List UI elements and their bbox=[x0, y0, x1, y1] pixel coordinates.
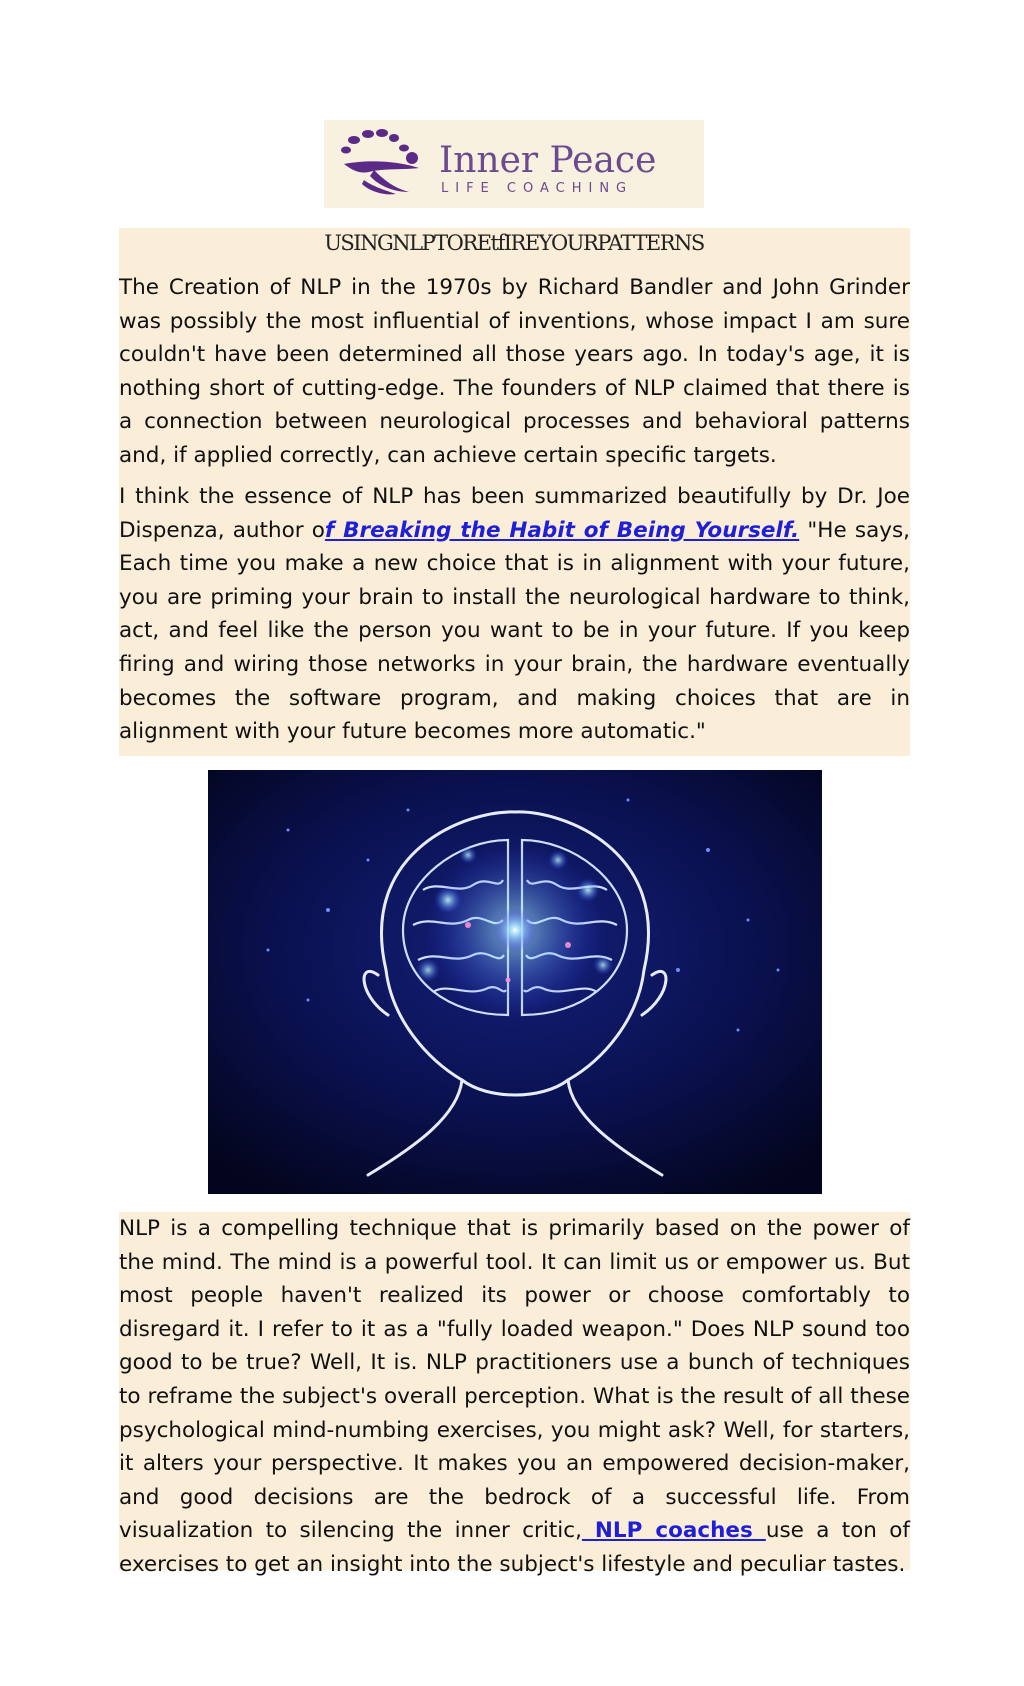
breaking-the-habit-link[interactable]: f Breaking the Habit of Being Yourself. bbox=[324, 517, 800, 543]
brain-icon bbox=[208, 770, 822, 1194]
logo bbox=[324, 120, 704, 208]
nlp-coaches-link[interactable]: NLP coaches bbox=[581, 1518, 766, 1544]
logo-title: Inner Peace bbox=[439, 140, 657, 181]
page-title: USINGNLPTOREtfIREYOURPATTERNS bbox=[324, 231, 704, 255]
paragraph-dispenza-text-1: I think the essence of NLP has been summarized beautifully by Dr. Joe Dispenza, author o bbox=[119, 484, 910, 543]
paragraph-nlp-text-2: use a ton of exercises to get an insight into the subject's lifestyle and peculiar tastes. bbox=[119, 1518, 910, 1577]
paragraph-dispenza-text-2: "He says, Each time you make a new choice that is in alignment with your future, you are priming your brain to install the neurological hardware to think, act, and feel like the person you want to be in your future. If you keep firing and wiring those networks in your brain, the hardware eventually becomes the software program, and making choices that are in alignment with your future becomes more automatic." bbox=[119, 517, 911, 745]
paragraph-dispenza bbox=[119, 480, 910, 749]
lotus-figure-icon bbox=[324, 120, 704, 208]
paragraph-intro: The Creation of NLP in the 1970s by Richard Bandler and John Grinder was possibly the most influential of inventions, whose impact I am sure couldn't have been determined all those years ago. In today's age, it is nothing short of cutting-edge. The founders of NLP claimed that there is a connection between neurological processes and behavioral patterns and, if applied correctly, can achieve certain specific targets. bbox=[119, 275, 910, 468]
logo-subtitle: LIFE COACHING bbox=[441, 181, 634, 196]
brain-illustration bbox=[208, 770, 822, 1194]
paragraph-nlp-technique bbox=[119, 1212, 910, 1582]
paragraph-nlp-text-1: NLP is a compelling technique that is primarily based on the power of the mind. The mind is a powerful tool. It can limit us or empower us. But most people haven't realized its power or choose comfortably to disregard it. I refer to it as a "fully loaded weapon." Does NLP sound too good to be true? Well, It is. NLP practitioners use a bunch of techniques to reframe the subject's overall perception. What is the result of all these psychological mind-numbing exercises, you might ask? Well, for starters, it alters your perspective. It makes you an empowered decision-maker, and good decisions are the bedrock of a successful life. From visualization to silencing the inner critic, bbox=[119, 1216, 910, 1544]
